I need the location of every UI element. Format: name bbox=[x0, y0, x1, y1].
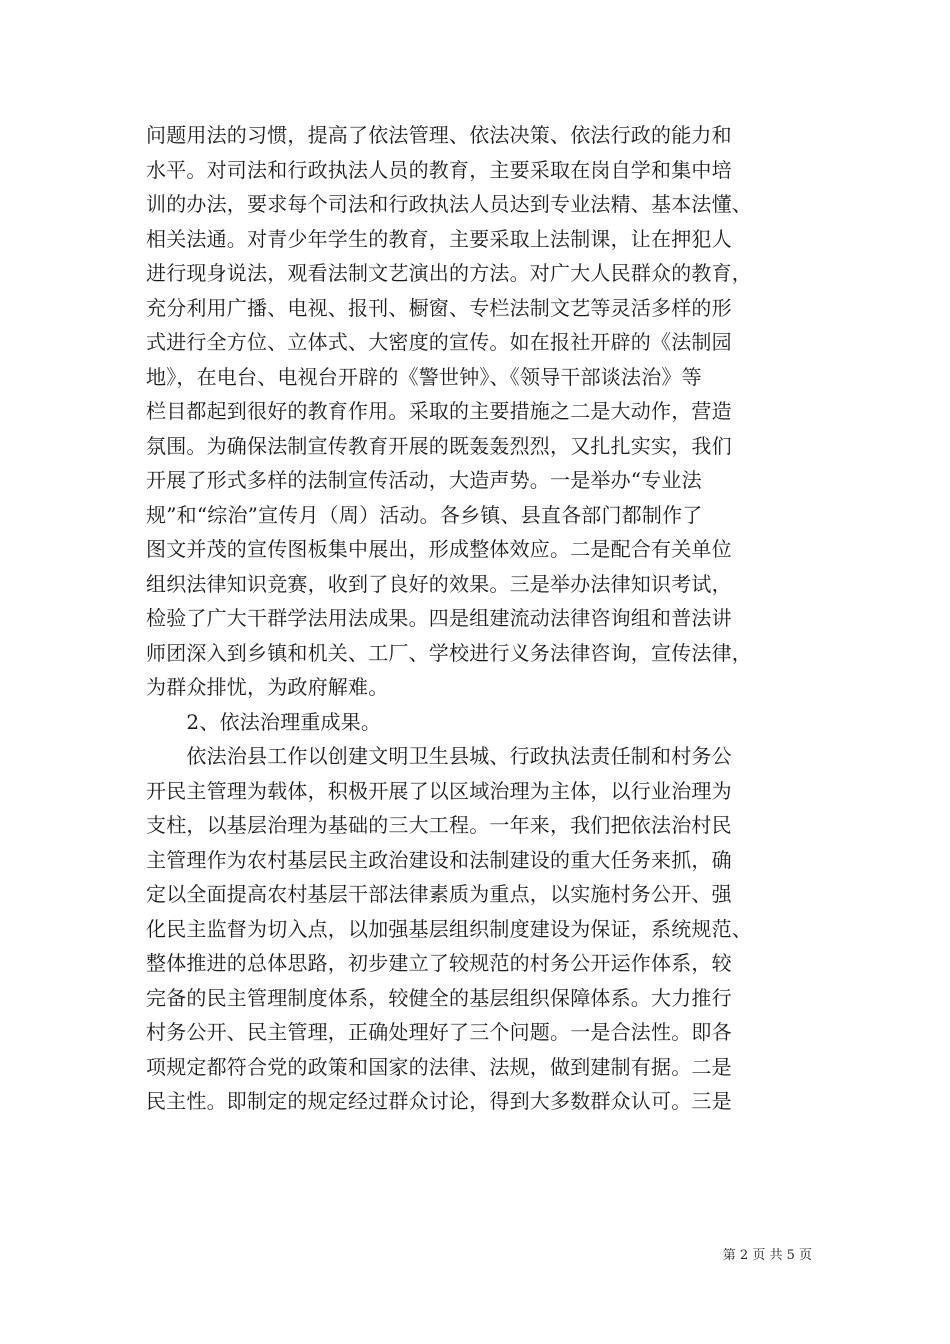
text-line: 开展了形式多样的法制宣传活动，大造声势。一是举办“专业法 bbox=[146, 468, 702, 492]
text-line: 为群众排忧，为政府解难。 bbox=[146, 675, 389, 699]
body-text bbox=[146, 118, 818, 1119]
text-line: 图文并茂的宣传图板集中展出，形成整体效应。二是配合有关单位 bbox=[146, 537, 732, 561]
text-line: 化民主监督为切入点，以加强基层组织制度建设为保证，系统规范、 bbox=[146, 916, 752, 941]
text-line: 水平。对司法和行政执法人员的教育，主要采取在岗自学和集中培 bbox=[146, 157, 732, 182]
text-line: 式进行全方位、立体式、大密度的宣传。如在报社开辟的《法制园 bbox=[146, 330, 732, 354]
text-line: 依法治县工作以创建文明卫生县城、行政执法责任制和村务公 bbox=[146, 744, 732, 768]
text-line: 支柱，以基层治理为基础的三大工程。一年来，我们把依法治村民 bbox=[146, 813, 732, 837]
section-heading: 2、依法治理重成果。 bbox=[146, 709, 382, 734]
text-line: 整体推进的总体思路，初步建立了较规范的村务公开运作体系，较 bbox=[146, 951, 732, 975]
text-line: 定以全面提高农村基层干部法律素质为重点，以实施村务公开、强 bbox=[146, 882, 732, 906]
text-line: 规”和“综治”宣传月（周）活动。各乡镇、县直各部门都制作了 bbox=[146, 502, 703, 527]
text-line: 栏目都起到很好的教育作用。采取的主要措施之二是大动作，营造 bbox=[146, 399, 732, 423]
text-line: 民主性。即制定的规定经过群众讨论，得到大多数群众认可。三是 bbox=[146, 1089, 732, 1113]
text-line: 主管理作为农村基层民主政治建设和法制建设的重大任务来抓，确 bbox=[146, 847, 732, 872]
text-line: 问题用法的习惯，提高了依法管理、依法决策、依法行政的能力和 bbox=[146, 123, 732, 147]
text-line: 检验了广大干群学法用法成果。四是组建流动法律咨询组和普法讲 bbox=[146, 606, 732, 630]
text-line: 师团深入到乡镇和机关、工厂、学校进行义务法律咨询，宣传法律， bbox=[146, 640, 752, 665]
text-line: 完备的民主管理制度体系，较健全的基层组织保障体系。大力推行 bbox=[146, 985, 732, 1010]
text-line: 训的办法，要求每个司法和行政执法人员达到专业法精、基本法懂、 bbox=[146, 192, 752, 216]
page-number-footer: 第 2 页 共 5 页 bbox=[722, 1248, 812, 1263]
text-line: 地》，在电台、电视台开辟的《警世钟》、《领导干部谈法治》等 bbox=[146, 364, 702, 389]
text-line: 相关法通。对青少年学生的教育，主要采取上法制课，让在押犯人 bbox=[146, 226, 732, 251]
text-line: 村务公开、民主管理，正确处理好了三个问题。一是合法性。即各 bbox=[146, 1020, 732, 1044]
text-line: 氛围。为确保法制宣传教育开展的既轰轰烈烈，又扎扎实实，我们 bbox=[146, 433, 732, 458]
text-line: 组织法律知识竞赛，收到了良好的效果。三是举办法律知识考试， bbox=[146, 571, 732, 596]
text-line: 开民主管理为载体，积极开展了以区域治理为主体，以行业治理为 bbox=[146, 778, 732, 803]
text-line: 进行现身说法，观看法制文艺演出的方法。对广大人民群众的教育， bbox=[146, 261, 752, 285]
text-line: 充分利用广播、电视、报刊、橱窗、专栏法制文艺等灵活多样的形 bbox=[146, 295, 732, 320]
text-line: 项规定都符合党的政策和国家的法律、法规，做到建制有据。二是 bbox=[146, 1054, 732, 1079]
